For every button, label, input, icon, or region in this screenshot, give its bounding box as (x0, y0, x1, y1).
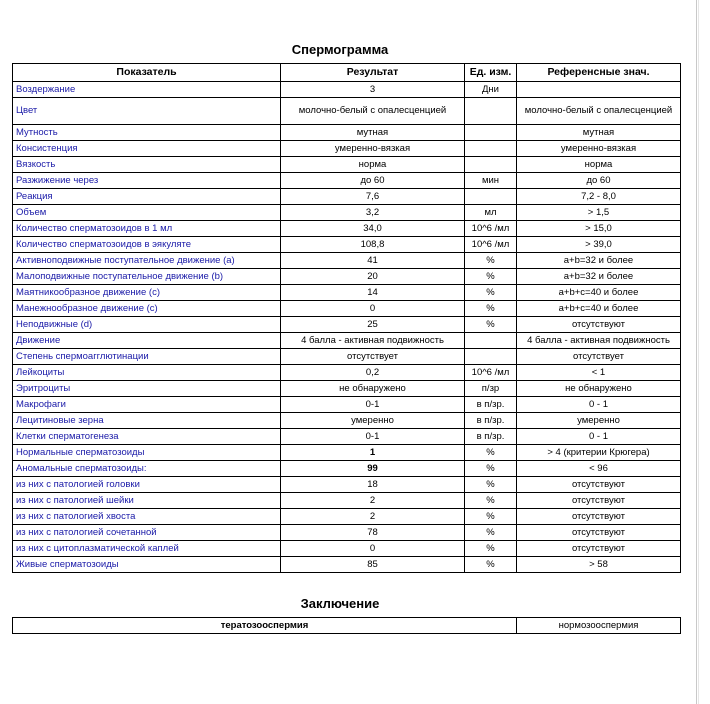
row-result: умеренно-вязкая (281, 141, 465, 157)
row-reference: молочно-белый с опалесценцией (517, 98, 681, 125)
table-row (13, 189, 681, 205)
row-name: Степень спермоагглютинации (13, 349, 281, 365)
conclusion-result: тератозооспермия (13, 618, 517, 634)
row-result: 14 (281, 285, 465, 301)
row-reference: a+b=32 и более (517, 253, 681, 269)
table-row (13, 413, 681, 429)
row-result: 2 (281, 493, 465, 509)
row-name: из них с патологией шейки (13, 493, 281, 509)
row-unit: % (465, 477, 517, 493)
conclusion-row (13, 618, 681, 634)
table-row (13, 157, 681, 173)
row-reference: отсутствуют (517, 493, 681, 509)
row-reference: отсутствует (517, 349, 681, 365)
row-name: Объем (13, 205, 281, 221)
table-row (13, 301, 681, 317)
row-unit: % (465, 285, 517, 301)
row-unit: мин (465, 173, 517, 189)
row-reference: отсутствуют (517, 541, 681, 557)
row-name: Разжижение через (13, 173, 281, 189)
row-unit (465, 349, 517, 365)
page-edge-line (696, 0, 697, 704)
table-header-row (13, 64, 681, 82)
row-result: 18 (281, 477, 465, 493)
row-name: из них с патологией головки (13, 477, 281, 493)
row-unit: % (465, 541, 517, 557)
row-unit: % (465, 445, 517, 461)
row-result: 108,8 (281, 237, 465, 253)
row-name: Количество сперматозоидов в эякуляте (13, 237, 281, 253)
row-result: 2 (281, 509, 465, 525)
table-row (13, 141, 681, 157)
row-unit: % (465, 317, 517, 333)
row-name: Аномальные сперматозоиды: (13, 461, 281, 477)
row-reference: a+b=32 и более (517, 269, 681, 285)
row-name: Манежнообразное движение (c) (13, 301, 281, 317)
row-result: 25 (281, 317, 465, 333)
row-name: Мутность (13, 125, 281, 141)
table-row (13, 205, 681, 221)
results-table (12, 63, 681, 573)
conclusion-title: Заключение (300, 596, 380, 611)
row-result: 3 (281, 82, 465, 98)
table-row (13, 269, 681, 285)
row-result: 0 (281, 541, 465, 557)
row-reference: 0 - 1 (517, 429, 681, 445)
row-result: 0,2 (281, 365, 465, 381)
row-unit: % (465, 493, 517, 509)
table-row (13, 557, 681, 573)
header-unit: Ед. изм. (465, 64, 517, 82)
row-reference: > 1,5 (517, 205, 681, 221)
header-indicator: Показатель (13, 64, 281, 82)
row-reference: > 4 (критерии Крюгера) (517, 445, 681, 461)
row-result: 4 балла - активная подвижность (281, 333, 465, 349)
row-result: норма (281, 157, 465, 173)
table-row (13, 98, 681, 125)
row-reference: a+b+c=40 и более (517, 301, 681, 317)
table-row (13, 82, 681, 98)
table-row (13, 237, 681, 253)
row-unit: 10^6 /мл (465, 221, 517, 237)
row-unit (465, 333, 517, 349)
table-row (13, 509, 681, 525)
table-row (13, 221, 681, 237)
row-name: Эритроциты (13, 381, 281, 397)
row-reference: a+b+c=40 и более (517, 285, 681, 301)
row-reference: отсутствуют (517, 477, 681, 493)
row-reference: > 58 (517, 557, 681, 573)
row-reference: умеренно-вязкая (517, 141, 681, 157)
row-result: умеренно (281, 413, 465, 429)
row-result: 0 (281, 301, 465, 317)
row-unit: в п/зр. (465, 397, 517, 413)
row-unit (465, 157, 517, 173)
table-row (13, 253, 681, 269)
table-row (13, 173, 681, 189)
row-unit (465, 125, 517, 141)
table-row (13, 285, 681, 301)
row-reference: отсутствуют (517, 525, 681, 541)
table-row (13, 477, 681, 493)
table-row (13, 125, 681, 141)
row-result: 1 (281, 445, 465, 461)
header-result: Результат (281, 64, 465, 82)
row-reference (517, 82, 681, 98)
table-row (13, 445, 681, 461)
row-name: из них с патологией хвоста (13, 509, 281, 525)
row-result: не обнаружено (281, 381, 465, 397)
row-reference: до 60 (517, 173, 681, 189)
row-reference: 0 - 1 (517, 397, 681, 413)
row-name: из них с патологией сочетанной (13, 525, 281, 541)
row-unit (465, 141, 517, 157)
row-name: Активноподвижные поступательное движение (a) (13, 253, 281, 269)
row-name: Маятникообразное движение (c) (13, 285, 281, 301)
table-row (13, 541, 681, 557)
row-name: Живые сперматозоиды (13, 557, 281, 573)
row-name: Реакция (13, 189, 281, 205)
row-name: Лецитиновые зерна (13, 413, 281, 429)
page-edge-shadow (698, 0, 699, 704)
row-reference: > 39,0 (517, 237, 681, 253)
row-result: 0-1 (281, 429, 465, 445)
row-unit: % (465, 509, 517, 525)
row-reference: < 1 (517, 365, 681, 381)
row-unit: % (465, 253, 517, 269)
row-unit: п/зр (465, 381, 517, 397)
table-row (13, 429, 681, 445)
row-reference: отсутствуют (517, 317, 681, 333)
table-row (13, 461, 681, 477)
page-title: Спермограмма (291, 42, 389, 57)
row-name: Консистенция (13, 141, 281, 157)
row-unit: Дни (465, 82, 517, 98)
table-row (13, 381, 681, 397)
row-unit: 10^6 /мл (465, 365, 517, 381)
row-result: 85 (281, 557, 465, 573)
row-reference: 7,2 - 8,0 (517, 189, 681, 205)
conclusion-table (12, 617, 681, 634)
row-name: Движение (13, 333, 281, 349)
row-result: 3,2 (281, 205, 465, 221)
row-name: Воздержание (13, 82, 281, 98)
row-reference: 4 балла - активная подвижность (517, 333, 681, 349)
row-result: молочно-белый с опалесценцией (281, 98, 465, 125)
row-reference: не обнаружено (517, 381, 681, 397)
row-result: отсутствует (281, 349, 465, 365)
row-reference: норма (517, 157, 681, 173)
row-reference: < 96 (517, 461, 681, 477)
row-name: Лейкоциты (13, 365, 281, 381)
row-unit: % (465, 301, 517, 317)
row-unit: % (465, 525, 517, 541)
header-reference: Референсные знач. (517, 64, 681, 82)
row-result: 99 (281, 461, 465, 477)
row-name: Вязкость (13, 157, 281, 173)
row-reference: > 15,0 (517, 221, 681, 237)
row-name: Малоподвижные поступательное движение (b) (13, 269, 281, 285)
table-row (13, 525, 681, 541)
row-unit: 10^6 /мл (465, 237, 517, 253)
row-result: мутная (281, 125, 465, 141)
row-result: 34,0 (281, 221, 465, 237)
conclusion-reference: нормозооспермия (517, 618, 681, 634)
table-row (13, 317, 681, 333)
table-row (13, 493, 681, 509)
table-row (13, 365, 681, 381)
table-row (13, 333, 681, 349)
table-row (13, 349, 681, 365)
row-name: Неподвижные (d) (13, 317, 281, 333)
row-unit: мл (465, 205, 517, 221)
row-unit: % (465, 269, 517, 285)
row-name: Цвет (13, 98, 281, 125)
row-reference: мутная (517, 125, 681, 141)
row-name: из них с цитоплазматической каплей (13, 541, 281, 557)
row-unit: % (465, 557, 517, 573)
row-unit: в п/зр. (465, 413, 517, 429)
table-row (13, 397, 681, 413)
row-unit: % (465, 461, 517, 477)
row-result: до 60 (281, 173, 465, 189)
row-result: 7,6 (281, 189, 465, 205)
row-name: Клетки сперматогенеза (13, 429, 281, 445)
row-reference: отсутствуют (517, 509, 681, 525)
row-name: Количество сперматозоидов в 1 мл (13, 221, 281, 237)
row-unit: в п/зр. (465, 429, 517, 445)
row-result: 41 (281, 253, 465, 269)
row-reference: умеренно (517, 413, 681, 429)
row-result: 78 (281, 525, 465, 541)
row-result: 20 (281, 269, 465, 285)
row-result: 0-1 (281, 397, 465, 413)
row-unit (465, 98, 517, 125)
row-name: Макрофаги (13, 397, 281, 413)
row-name: Нормальные сперматозоиды (13, 445, 281, 461)
row-unit (465, 189, 517, 205)
